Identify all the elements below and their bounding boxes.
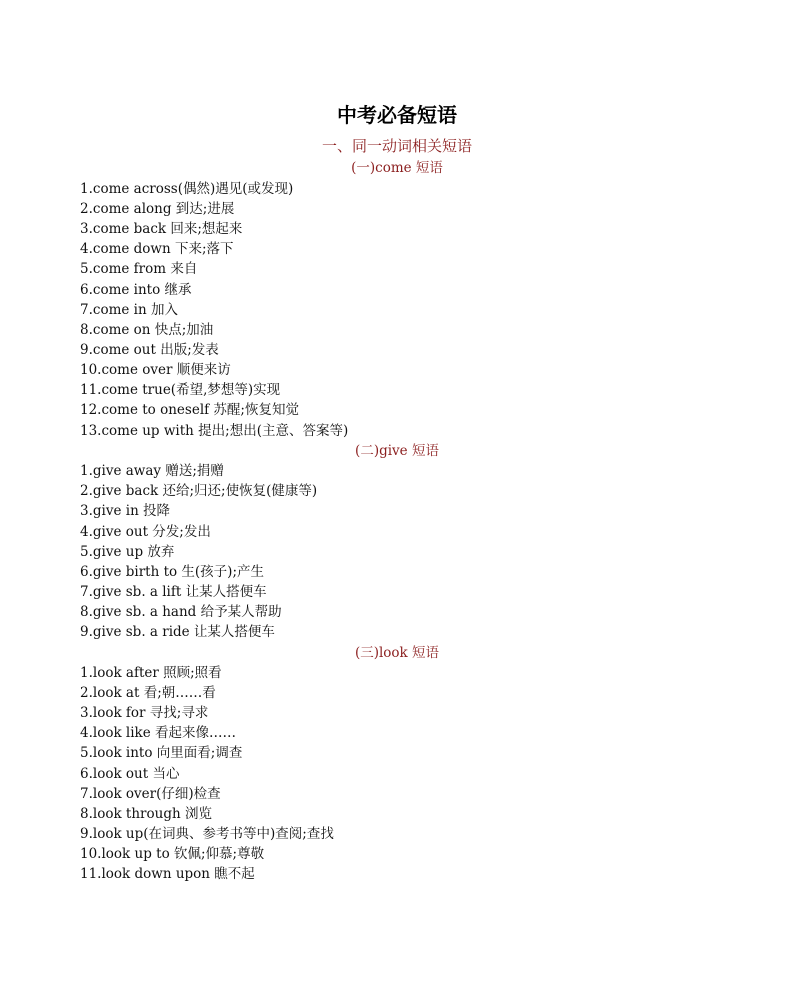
list-item: 1.give away 赠送;捐赠 (80, 463, 224, 479)
list-item: 5.come from 来自 (80, 261, 198, 277)
list-item: 8.give sb. a hand 给予某人帮助 (80, 604, 282, 620)
list-item: 7.come in 加入 (80, 302, 178, 318)
list-item: 6.look out 当心 (80, 766, 180, 782)
subheading-look: (三)look 短语 (354, 645, 440, 661)
list-item: 7.look over(仔细)检查 (80, 786, 221, 802)
list-item: 10.look up to 钦佩;仰慕;尊敬 (80, 846, 265, 862)
list-item: 10.come over 顺便来访 (80, 362, 231, 378)
list-item: 2.give back 还给;归还;使恢复(健康等) (80, 483, 318, 499)
list-item: 9.give sb. a ride 让某人搭便车 (80, 624, 275, 640)
list-item: 9.look up(在词典、参考书等中)查阅;查找 (80, 826, 334, 842)
list-item: 3.come back 回来;想起来 (80, 221, 243, 237)
list-item: 1.look after 照顾;照看 (80, 665, 222, 681)
list-item: 6.come into 继承 (80, 282, 192, 298)
list-item: 11.look down upon 瞧不起 (80, 866, 255, 882)
list-item: 7.give sb. a lift 让某人搭便车 (80, 584, 267, 600)
list-item: 6.give birth to 生(孩子);产生 (80, 564, 264, 580)
list-item: 2.come along 到达;进展 (80, 201, 235, 217)
list-item: 4.look like 看起来像…… (80, 725, 237, 741)
list-item: 4.come down 下来;落下 (80, 241, 234, 257)
section-heading: 一、同一动词相关短语 (321, 137, 472, 155)
list-item: 3.look for 寻找;寻求 (80, 705, 209, 721)
list-item: 9.come out 出版;发表 (80, 342, 219, 358)
list-item: 1.come across(偶然)遇见(或发现) (80, 181, 294, 197)
list-item: 3.give in 投降 (80, 503, 171, 519)
list-item: 4.give out 分发;发出 (80, 524, 211, 540)
list-item: 2.look at 看;朝……看 (80, 685, 216, 701)
list-item: 12.come to oneself 苏醒;恢复知觉 (80, 402, 299, 418)
subheading-give: (二)give 短语 (355, 443, 439, 459)
list-item: 5.give up 放弃 (80, 544, 175, 560)
subheading-come: (一)come 短语 (351, 160, 443, 176)
list-item: 5.look into 向里面看;调查 (80, 745, 243, 761)
list-item: 8.look through 浏览 (80, 806, 212, 822)
list-item: 11.come true(希望,梦想等)实现 (80, 382, 281, 398)
list-item: 13.come up with 提出;想出(主意、答案等) (80, 423, 349, 439)
list-item: 8.come on 快点;加油 (80, 322, 214, 338)
page-title: 中考必备短语 (337, 103, 457, 127)
